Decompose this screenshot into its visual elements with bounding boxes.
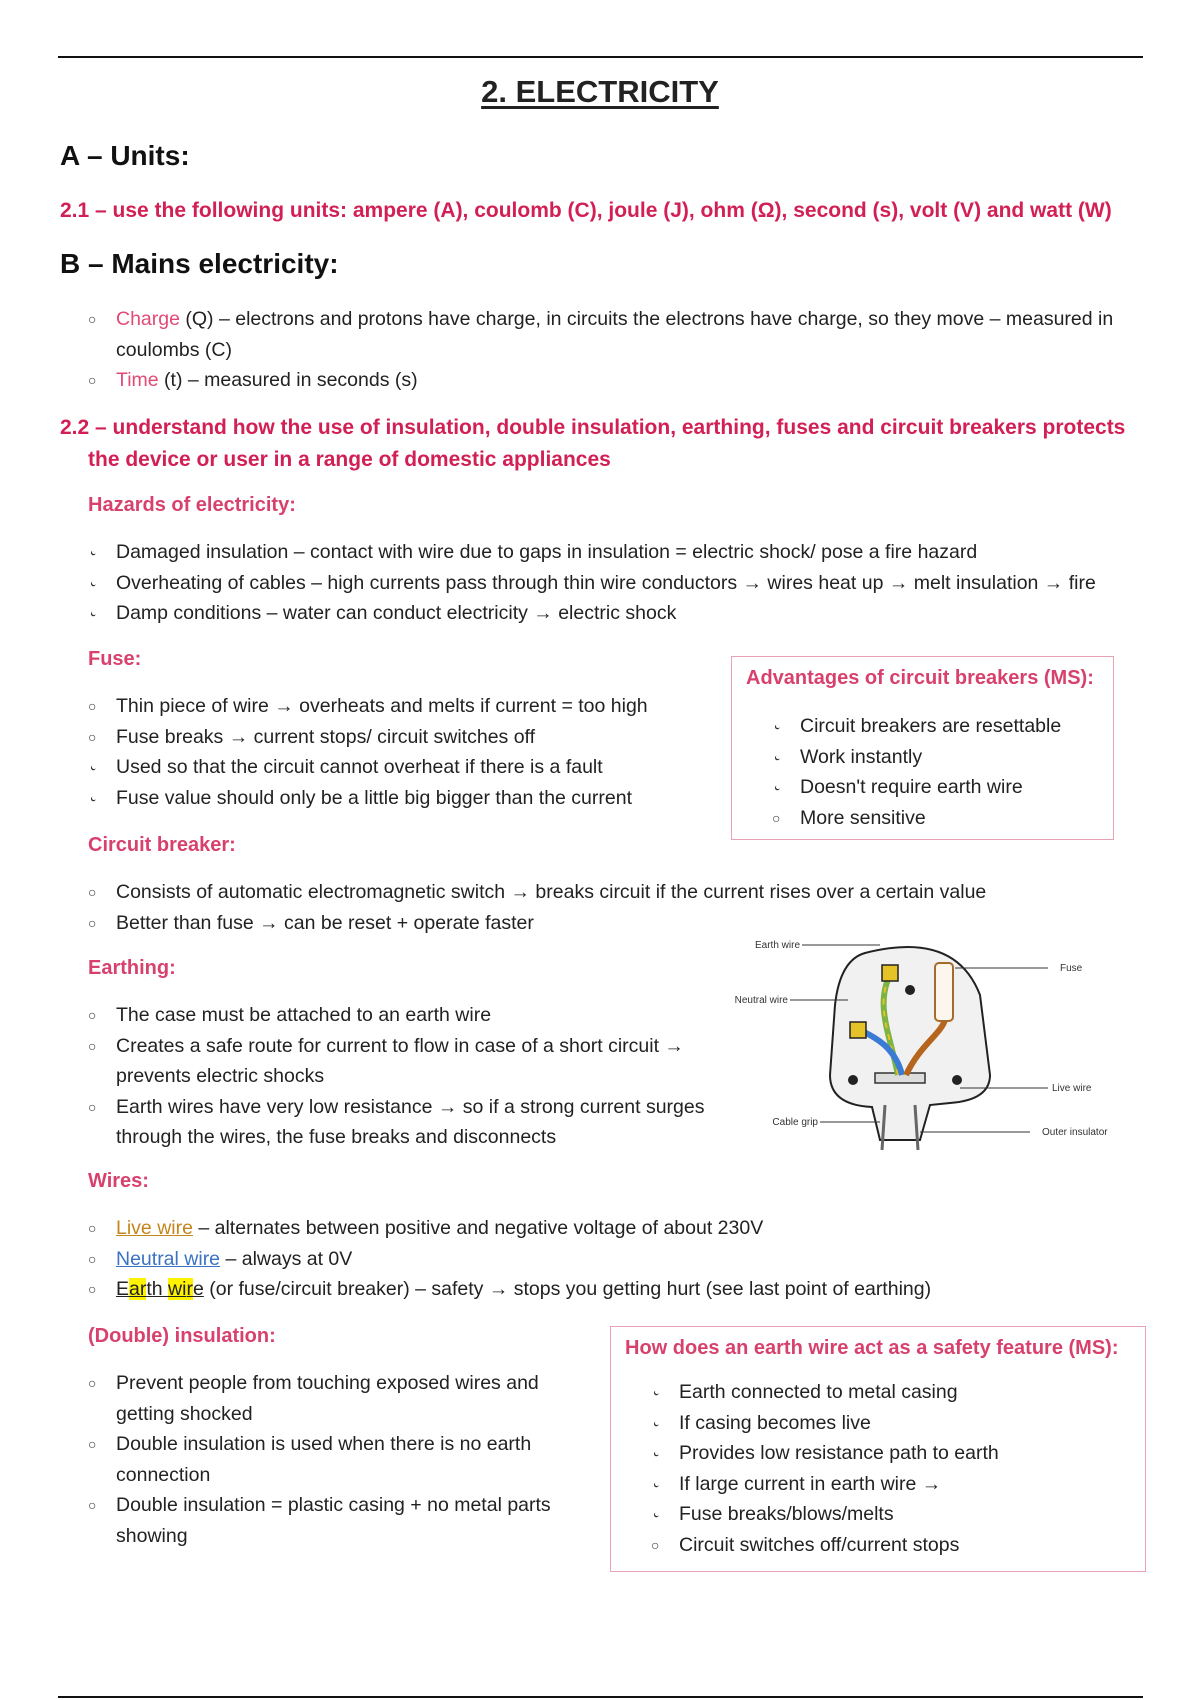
earthing-list: [88, 1000, 768, 1153]
list-item: ● Work instantly: [772, 742, 1102, 773]
top-rule: [58, 56, 1143, 58]
basics-list: [88, 304, 1168, 396]
list-item: ○ Double insulation is used when there is no earth connection: [88, 1429, 618, 1490]
list-item: ● Fuse breaks/blows/melts: [651, 1499, 1131, 1530]
circuit-breakers-box-heading: Advantages of circuit breakers (MS):: [746, 667, 1094, 689]
earth-terminal: [882, 965, 898, 981]
neutral-terminal: [850, 1022, 866, 1038]
list-item: ○ Time (t) – measured in seconds (s): [88, 365, 1168, 396]
list-item: ○ Double insulation = plastic casing + no metal parts showing: [88, 1490, 618, 1551]
fuse-list: [88, 691, 708, 813]
live-wire-label: Live wire: [1052, 1083, 1092, 1094]
insulation-list: [88, 1368, 618, 1551]
list-item: ○ Consists of automatic electromagnetic switch → breaks circuit if the current rises over a certain value: [88, 877, 1168, 908]
list-item: ○ Creates a safe route for current to flow in case of a short circuit → prevents electric shocks: [88, 1031, 768, 1092]
list-item: ● Earth connected to metal casing: [651, 1377, 1131, 1408]
plug-diagram: [734, 925, 1130, 1150]
list-item: ● Damaged insulation – contact with wire due to gaps in insulation = electric shock/ pose a fire hazard: [88, 537, 1188, 568]
fuse-label: Fuse: [1060, 963, 1083, 974]
list-item: ● Provides low resistance path to earth: [651, 1438, 1131, 1469]
hazards-list: [88, 537, 1188, 629]
earth-safety-box-heading: How does an earth wire act as a safety feature (MS):: [625, 1337, 1119, 1359]
section-a-heading: A – Units:: [60, 140, 190, 171]
cable-grip-label: Cable grip: [772, 1117, 818, 1128]
wires-list: [88, 1213, 1168, 1305]
list-item: ○ Earth wire (or fuse/circuit breaker) – safety → stops you getting hurt (see last point of earthing): [88, 1274, 1168, 1305]
outer-insulator-label: Outer insulator: [1042, 1127, 1108, 1138]
list-item: ○ Live wire – alternates between positive and negative voltage of about 230V: [88, 1213, 1168, 1244]
list-item: ○ Circuit switches off/current stops: [651, 1530, 1131, 1561]
list-item: ● Used so that the circuit cannot overheat if there is a fault: [88, 752, 708, 783]
wires-heading: Wires:: [88, 1170, 149, 1192]
page-title: 2. ELECTRICITY: [481, 74, 719, 109]
list-item: ○ Earth wires have very low resistance → so if a strong current surges through the wires, the fuse breaks and disconnects: [88, 1092, 768, 1153]
insulation-heading: (Double) insulation:: [88, 1325, 276, 1347]
list-item: ○ More sensitive: [772, 803, 1102, 834]
earth-wire-label: Earth wire: [754, 940, 800, 951]
list-item: ● Overheating of cables – high currents pass through thin wire conductors → wires heat up → melt insulation → fire: [88, 568, 1188, 599]
section-b-heading: B – Mains electricity:: [60, 248, 339, 279]
list-item: ○ The case must be attached to an earth wire: [88, 1000, 768, 1031]
screw: [848, 1075, 858, 1085]
list-item: ○ Prevent people from touching exposed wires and getting shocked: [88, 1368, 618, 1429]
hazards-heading: Hazards of electricity:: [88, 494, 296, 516]
neutral-wire-label: Neutral wire: [734, 995, 788, 1006]
plug-casing: [830, 947, 990, 1140]
circuit-breakers-box-list: [772, 711, 1102, 833]
list-item: ● Fuse value should only be a little big bigger than the current: [88, 783, 708, 814]
earth-safety-box-list: [651, 1377, 1131, 1560]
live-wire-term: Live wire: [116, 1217, 193, 1239]
earth-safety-box: [610, 1326, 1146, 1572]
spec-2-1: 2.1 – use the following units: ampere (A), coulomb (C), joule (J), ohm (Ω), second (s), volt (V) and watt (W): [60, 199, 1112, 222]
list-item: ● If large current in earth wire →: [651, 1469, 1131, 1500]
earthing-heading: Earthing:: [88, 957, 176, 979]
list-item: ○ Thin piece of wire → overheats and melts if current = too high: [88, 691, 708, 722]
list-item: ○ Charge (Q) – electrons and protons have charge, in circuits the electrons have charge, so they move – measured in coulombs (C): [88, 304, 1168, 365]
screw: [905, 985, 915, 995]
fuse-body: [935, 963, 953, 1021]
list-item: ● Circuit breakers are resettable: [772, 711, 1102, 742]
list-item: ○ Fuse breaks → current stops/ circuit switches off: [88, 722, 708, 753]
neutral-wire-term: Neutral wire: [116, 1247, 221, 1270]
earth-wire-term: Earth wire: [116, 1278, 204, 1300]
list-item: ● Doesn't require earth wire: [772, 772, 1102, 803]
spec-2-2: 2.2 – understand how the use of insulation, double insulation, earthing, fuses and circuit breakers protects the device or user in a range of domestic appliances: [60, 416, 1126, 471]
circuit-breaker-heading: Circuit breaker:: [88, 834, 236, 856]
fuse-heading: Fuse:: [88, 648, 142, 670]
screw: [952, 1075, 962, 1085]
list-item: ○ Neutral wire – always at 0V: [88, 1244, 1168, 1275]
circuit-breakers-box: [731, 656, 1114, 840]
list-item: ○ Better than fuse → can be reset + operate faster: [88, 908, 1168, 939]
list-item: ● If casing becomes live: [651, 1408, 1131, 1439]
bottom-rule: [58, 1696, 1143, 1698]
list-item: ● Damp conditions – water can conduct electricity → electric shock: [88, 598, 1188, 629]
